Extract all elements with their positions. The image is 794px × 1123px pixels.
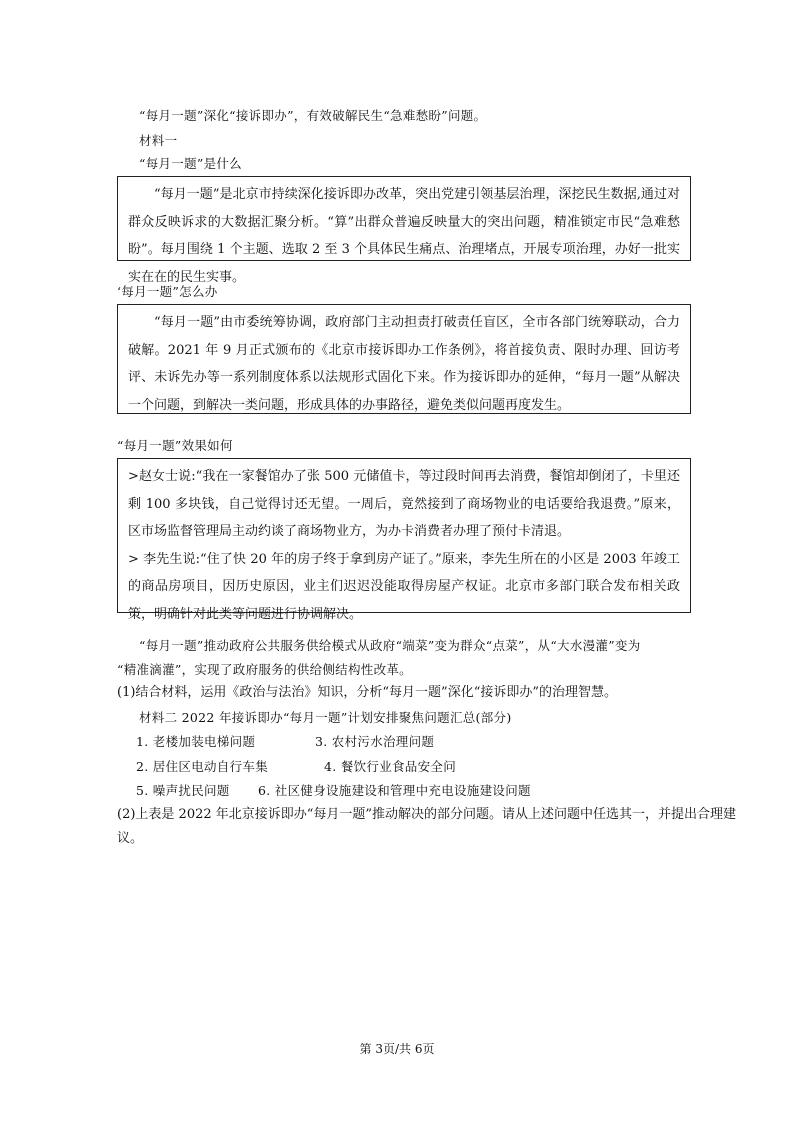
question-2-line-1: (2)上表是 2022 年北京接诉即办“每月一题”推动解决的部分问题。请从上述问题中任选其一，并提出合理建 [117,807,737,822]
box1-text: “每月一题”是北京市持续深化接诉即办改革，突出党建引领基层治理，深挖民生数据,通过对群众反映诉求的大数据汇聚分析。“算”出群众普遍反映量大的突出问题，精准锁定市民“急难愁盼”。每月围绕 1 个主题、选取 2 至 3 个具体民生痛点、治理堵点，开展专项治理，办好一批实实在在的民生实事。 [128,187,680,285]
material1-label: 材料一 [139,133,178,148]
list-item: 1. 老楼加装电梯问题 [136,734,256,749]
box2-text: “每月一题”由市委统筹协调，政府部门主动担责打破责任盲区，全市各部门统筹联动，合力破解。2021 年 9 月正式颁布的《北京市接诉即办工作条例》，将首接负责、限时办理、回访考评、未诉先办等一系列制度体系以法规形式固化下来。作为接诉即办的延伸，“每月一题”从解决一个问题，到解决一类问题，形成具体的办事路径，避免类似问题再度发生。 [128,315,680,413]
question-1: (1)结合材料，运用《政治与法治》知识，分析“每月一题”深化“接诉即办”的治理智慧。 [117,685,617,700]
list-item: 3. 农村污水治理问题 [315,734,435,749]
list-item: 2. 居住区电动自行车集 [136,759,268,774]
summary-line-2: “精准滴灌”，实现了政府服务的供给侧结构性改革。 [117,662,412,677]
page-number: 第 3页/共 6页 [359,1042,435,1056]
box-effects [117,458,691,622]
list-item: 6. 社区健身设施建设和管理中充电设施建设问题 [258,783,531,798]
box-how-to [117,304,691,414]
section1-heading: “每月一题”是什么 [139,156,242,171]
box-what-is [117,176,691,285]
list-item: 4. 餐饮行业食品安全问 [324,759,456,774]
summary-line-1: “每月一题”推动政府公共服务供给模式从政府“端菜”变为群众“点菜”，从“大水漫灌”变为 [139,638,641,653]
intro-text: “每月一题”深化“接诉即办”，有效破解民生“急难愁盼”问题。 [139,108,487,123]
section3-heading: “每月一题”效果如何 [117,438,233,453]
box3-case-zhao: >赵女士说:“我在一家餐馆办了张 500 元储值卡，等过段时间再去消费，餐馆却倒闭了，卡里还剩 100 多块钱，自己觉得讨还无望。一周后，竟然接到了商场物业的电话要给我退费。”原来，区市场监督管理局主动约谈了商场物业方，为办卡消费者办理了预付卡清退。 [128,469,680,539]
box3-case-li: > 李先生说:“住了快 20 年的房子终于拿到房产证了。”原来，李先生所在的小区是 2003 年竣工的商品房项目，因历史原因，业主们迟迟没能取得房屋产权证。北京市多部门联合发布相关政策，明确针对此类等问题进行协调解决。 [128,551,680,622]
section2-heading: ‘每月一题”怎么办 [117,284,218,299]
list-item: 5. 噪声扰民问题 [136,783,230,798]
question-2-line-2: 议。 [117,831,144,846]
material2-title: 材料二 2022 年接诉即办“每月一题”计划安排聚焦问题汇总(部分) [139,710,512,725]
